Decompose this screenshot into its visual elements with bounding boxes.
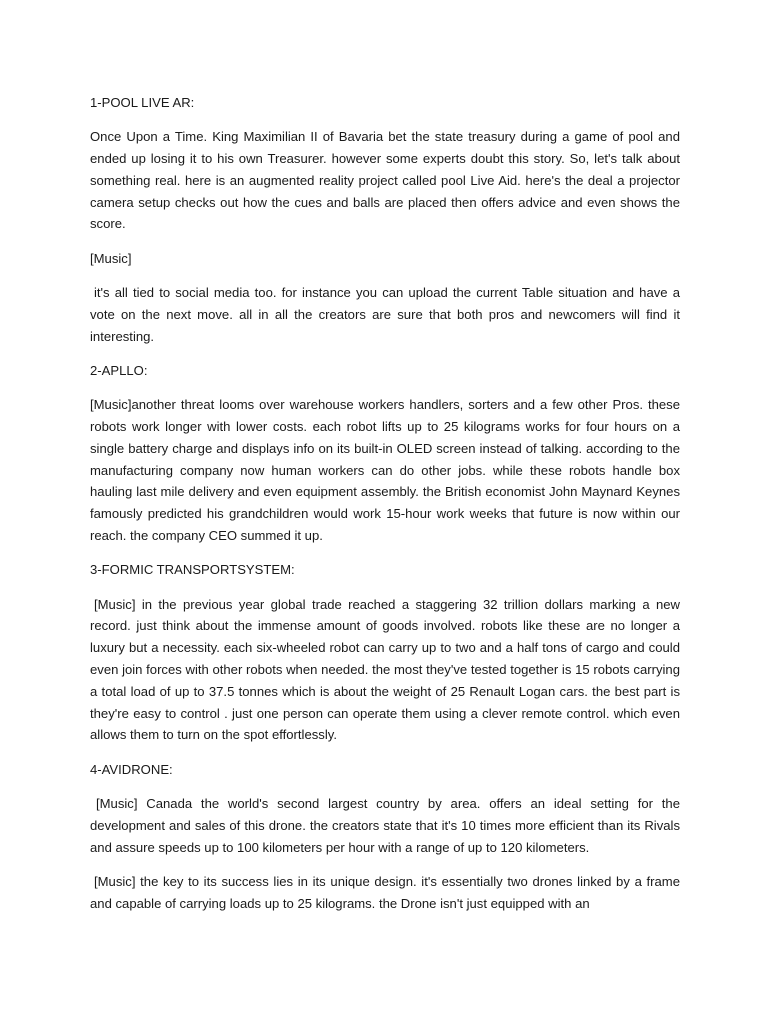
paragraph-apllo: [Music]another threat looms over warehouse workers handlers, sorters and a few other Pros. these robots work longer with lower costs. each robot lifts up to 25 kilograms works for four hours on a single battery charge and displays info on its built-in OLED screen instead of talking. according to the manufacturing company now human workers can do other jobs. while these robots handle box hauling last mile delivery and even equipment assembly. the British economist John Maynard Keynes famously predicted his grandchildren would work 15-hour work weeks that future is now within our reach. the company CEO summed it up. [90, 397, 680, 544]
paragraph-avidrone-1: [Music] Canada the world's second largest country by area. offers an ideal setting for the development and sales of this drone. the creators state that it's 10 times more efficient than its Rivals and assure speeds up to 100 kilometers per hour with a range of up to 120 kilometers. [90, 796, 680, 855]
section-heading-apllo: 2-APLLO: [90, 362, 148, 378]
section-heading-avidrone: 4-AVIDRONE: [90, 761, 173, 777]
section-heading-formic: 3-FORMIC TRANSPORTSYSTEM: [90, 562, 295, 578]
paragraph-formic: [Music] in the previous year global trade reached a staggering 32 trillion dollars marking a new record. just think about the immense amount of goods involved. robots like these are no longer a luxury but a necessity. each six-wheeled robot can carry up to two and a half tons of cargo and could even join forces with other robots when needed. the most they've tested together is 15 robots carrying a total load of up to 37.5 tonnes which is about the weight of 25 Renault Logan cars. the best part is they're easy to control . just one person can operate them using a clever remote control. which even allows them to turn on the spot effortlessly. [90, 596, 680, 743]
paragraph-pool-live-ar: Once Upon a Time. King Maximilian II of Bavaria bet the state treasury during a game of pool and ended up losing it to his own Treasurer. however some experts doubt this story. So, let's talk about something real. here is an augmented reality project called pool Live Aid. here's the deal a projector camera setup checks out how the cues and balls are placed then offers advice and even shows the score. [90, 129, 680, 232]
music-tag: [Music] [90, 250, 132, 266]
section-heading-pool-live-ar: 1-POOL LIVE AR: [90, 95, 195, 110]
paragraph-avidrone-2: [Music] the key to its success lies in its unique design. it's essentially two drones linked by a frame and capable of carrying loads up to 25 kilograms. the Drone isn't just equipped with an [90, 873, 680, 911]
paragraph-social-media: it's all tied to social media too. for instance you can upload the current Table situation and have a vote on the next move. all in all the creators are sure that both pros and newcomers will find it interesting. [90, 285, 680, 344]
